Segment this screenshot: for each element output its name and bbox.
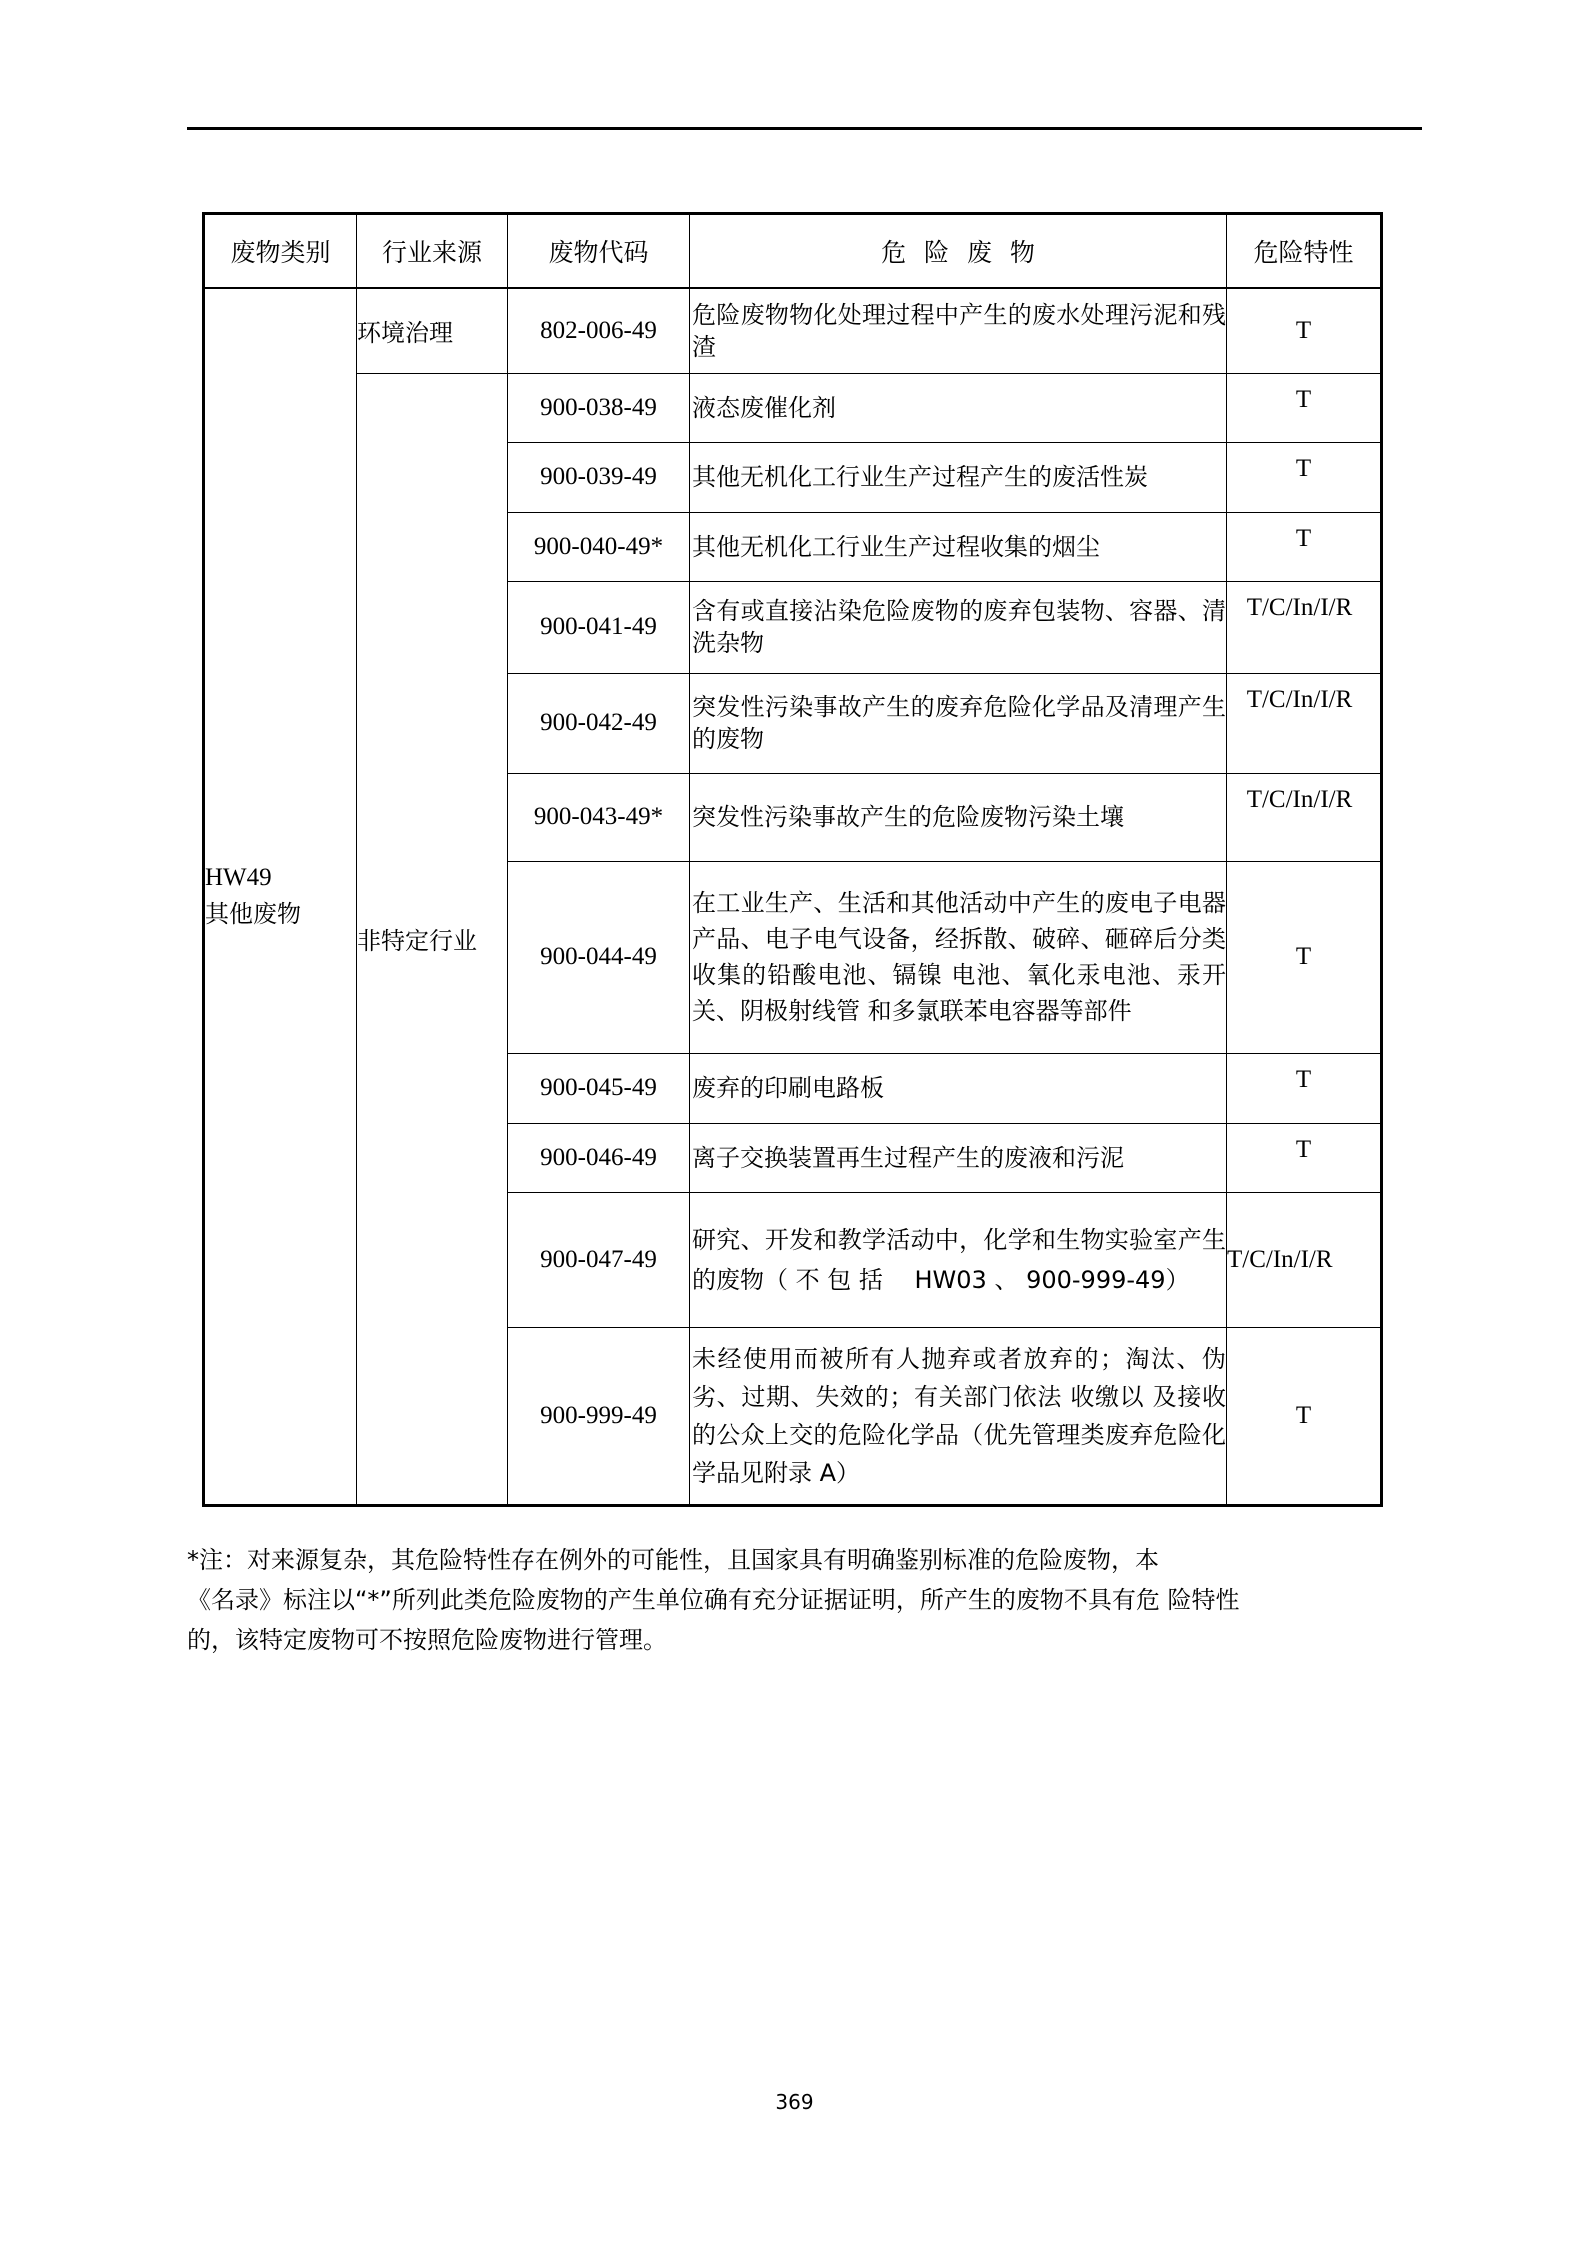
waste-characteristic: T xyxy=(1227,373,1382,442)
table-row xyxy=(204,373,1382,442)
waste-code: 900-038-49 xyxy=(508,373,690,442)
waste-description: 液态废催化剂 xyxy=(690,373,1227,442)
waste-description: 含有或直接沾染危险废物的废弃包装物、容器、清洗杂物 xyxy=(690,581,1227,673)
waste-characteristic: T/C/In/I/R xyxy=(1227,581,1382,673)
header-category: 废物类别 xyxy=(204,214,357,289)
waste-characteristic: T xyxy=(1227,861,1382,1053)
waste-description: 研究、开发和教学活动中，化学和生物实验室产生的废物（ 不 包 括 HW03 、 900-999-49） xyxy=(690,1192,1227,1327)
industry-cell: 环境治理 xyxy=(357,288,508,373)
waste-description: 废弃的印刷电路板 xyxy=(690,1053,1227,1123)
waste-description: 在工业生产、生活和其他活动中产生的废电子电器产品、电子电气设备，经拆散、破碎、砸碎后分类收集的铅酸电池、镉镍 电池、氧化汞电池、汞开关、阴极射线管 和多氯联苯电容器等部件 xyxy=(690,861,1227,1053)
waste-code: 900-039-49 xyxy=(508,442,690,512)
waste-code: 900-043-49* xyxy=(508,773,690,861)
waste-description: 危险废物物化处理过程中产生的废水处理污泥和残渣 xyxy=(690,288,1227,373)
footnote-line: *注：对来源复杂，其危险特性存在例外的可能性，且国家具有明确鉴别标准的危险废物，本 xyxy=(187,1546,1159,1574)
footnote xyxy=(187,1540,1427,1660)
waste-code: 900-046-49 xyxy=(508,1123,690,1192)
header-rule xyxy=(187,127,1422,130)
waste-code: 900-047-49 xyxy=(508,1192,690,1327)
waste-code: 900-044-49 xyxy=(508,861,690,1053)
waste-characteristic: T xyxy=(1227,1053,1382,1123)
waste-characteristic: T/C/In/I/R xyxy=(1227,673,1382,773)
table-header-row xyxy=(204,214,1382,289)
waste-characteristic: T xyxy=(1227,1123,1382,1192)
waste-code: 900-040-49* xyxy=(508,512,690,581)
hazardous-waste-table xyxy=(202,212,1383,1507)
page-number: 369 xyxy=(775,2090,814,2114)
waste-code: 900-045-49 xyxy=(508,1053,690,1123)
waste-characteristic: T xyxy=(1227,442,1382,512)
waste-characteristic: T xyxy=(1227,288,1382,373)
header-industry: 行业来源 xyxy=(357,214,508,289)
waste-description: 其他无机化工行业生产过程收集的烟尘 xyxy=(690,512,1227,581)
table-row xyxy=(204,288,1382,373)
footnote-line: 的，该特定废物可不按照危险废物进行管理。 xyxy=(187,1626,667,1654)
waste-description: 离子交换装置再生过程产生的废液和污泥 xyxy=(690,1123,1227,1192)
waste-characteristic: T xyxy=(1227,512,1382,581)
header-characteristic: 危险特性 xyxy=(1227,214,1382,289)
waste-characteristic: T xyxy=(1227,1327,1382,1505)
header-code: 废物代码 xyxy=(508,214,690,289)
footnote-line: 《名录》标注以“*”所列此类危险废物的产生单位确有充分证据证明，所产生的废物不具有危 险特性 xyxy=(187,1586,1240,1614)
category-code: HW49 xyxy=(205,864,272,892)
waste-code: 802-006-49 xyxy=(508,288,690,373)
waste-description: 未经使用而被所有人抛弃或者放弃的；淘汰、伪劣、过期、失效的；有关部门依法 收缴以 及接收的公众上交的危险化学品（优先管理类废弃危险化学品见附录 A） xyxy=(690,1327,1227,1505)
category-name: 其他废物 xyxy=(205,900,301,929)
waste-code: 900-999-49 xyxy=(508,1327,690,1505)
waste-code: 900-041-49 xyxy=(508,581,690,673)
waste-code: 900-042-49 xyxy=(508,673,690,773)
waste-characteristic: T/C/In/I/R xyxy=(1227,1192,1382,1327)
waste-characteristic: T/C/In/I/R xyxy=(1227,773,1382,861)
waste-description: 突发性污染事故产生的危险废物污染土壤 xyxy=(690,773,1227,861)
category-cell xyxy=(204,288,357,1505)
waste-description: 突发性污染事故产生的废弃危险化学品及清理产生的废物 xyxy=(690,673,1227,773)
waste-description: 其他无机化工行业生产过程产生的废活性炭 xyxy=(690,442,1227,512)
header-waste: 危 险 废 物 xyxy=(690,214,1227,289)
industry-cell: 非特定行业 xyxy=(357,373,508,1505)
